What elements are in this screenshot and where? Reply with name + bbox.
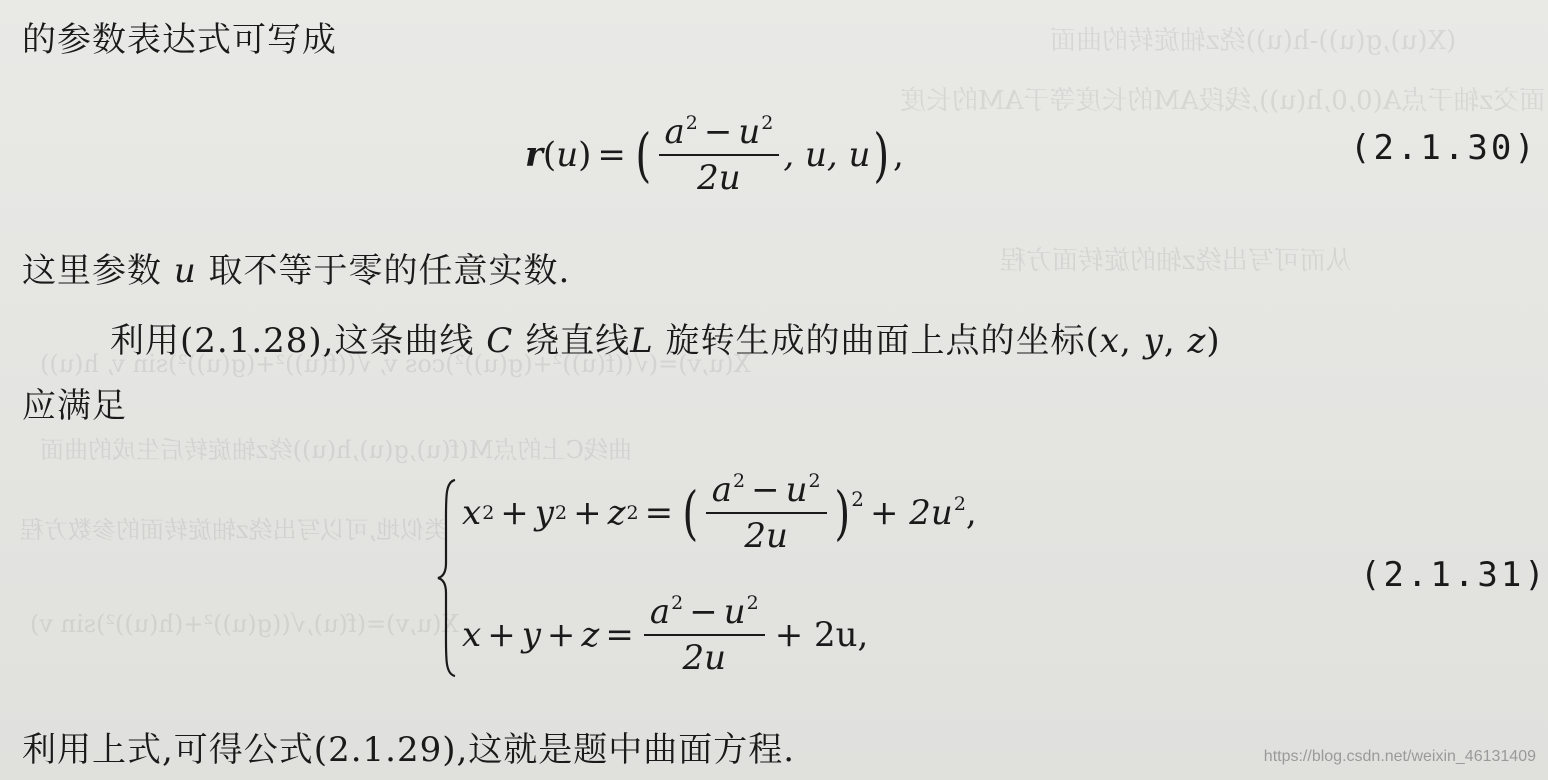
paragraph-text: 这里参数 [22,251,174,291]
watermark-url: https://blog.csdn.net/weixin_46131409 [1263,748,1536,765]
equation-number: (2.1.30) [1350,128,1538,168]
vector-r: r [525,135,543,175]
plus-sign: + [500,493,529,533]
plus-sign: + [546,615,576,655]
fraction-denominator: 2u [744,516,788,556]
variable-u: u [173,251,197,291]
fraction [659,112,780,198]
paragraph-text: 旋转生成的曲面上点的坐标( [653,321,1100,361]
trailing-comma: , [893,135,904,175]
paragraph-text: 利用上式,可得公式(2.1.29),这就是题中曲面方程. [22,730,796,770]
plus-sign: + [573,493,602,533]
paragraph-text: 的参数表达式可写成 [22,20,337,60]
right-paren: ) [834,479,850,547]
exponent: 2 [851,487,864,511]
variable-x: x [1099,321,1120,361]
bleed-through-text: X(u,v)=(√((f(u))²+(g(u))²)cos v, √((f(u))²+(g(u))²)sin v, h(u)) [40,350,751,378]
fraction-denominator: 2u [682,638,727,678]
separator: , [1119,321,1144,361]
bleed-through-text: 从而可写出绕z轴的旋转面方程 [1000,246,1352,276]
equals-sign: = [644,493,674,533]
fraction-numerator: $a^2 - u^2$ [644,592,765,636]
equation-2-1-31-row-1 [462,470,983,556]
exponent: 2 [482,502,495,524]
paragraph-text: 绕直线 [513,321,631,361]
variable-C: C [486,321,514,361]
tail-term: + $2u^2$, [870,493,977,533]
variable-y: y [534,493,554,533]
paragraph-text: 利用(2.1.28),这条曲线 [110,321,487,361]
argument: (u) [542,135,592,175]
text-line-1 [22,12,337,61]
variable-y: y [521,615,541,655]
bleed-through-text: 类似地,可以写出绕z轴旋转面的参数方程 [20,516,449,544]
text-line-5 [22,378,127,427]
bleed-through-text: (X(u),g(u))-h(u))绕z轴旋转的曲面 [1050,26,1457,56]
fraction-denominator: 2u [697,158,741,198]
components-tail: , u, u [783,135,871,175]
left-brace [437,478,457,678]
fraction-numerator: $a^2 - u^2$ [659,112,780,156]
close-paren: ) [1206,321,1221,361]
equals-sign: = [605,615,634,655]
left-paren: ( [635,121,652,189]
text-line-4 [110,313,1221,362]
variable-y: y [1143,321,1164,361]
fraction-numerator: $a^2 - u^2$ [706,470,827,514]
text-line-8 [22,722,795,771]
variable-z: z [1187,321,1207,361]
variable-z: z [607,493,626,533]
equation-2-1-30 [525,112,904,198]
fraction [706,470,827,556]
variable-L: L [630,321,654,361]
right-paren: ) [873,121,890,189]
equals-sign: = [597,135,626,175]
fraction [644,592,765,678]
equation-2-1-31-row-2 [462,592,874,678]
text-line-3 [22,243,570,292]
bleed-through-text: 曲线C上的点M(f(u),g(u),h(u))绕z轴旋转后生成的曲面 [40,436,632,464]
bleed-through-text: X(u,v)=(f(u),√((g(u))²+(h(u))²)sin v) [30,610,459,638]
tail-term: + 2u, [774,615,869,655]
equation-number: (2.1.31) [1360,555,1548,595]
variable-z: z [581,615,600,655]
exponent: 2 [626,502,639,524]
left-paren: ( [682,479,699,547]
paragraph-text: 应满足 [22,386,127,426]
variable-x: x [462,493,482,533]
paragraph-text: 取不等于零的任意实数. [196,251,571,291]
exponent: 2 [555,502,568,524]
bleed-through-text: 面交z轴于点A(0,0,h(u)),线段AM的长度等于AM的长度 [900,86,1546,116]
separator: , [1163,321,1188,361]
plus-sign: + [487,615,516,655]
variable-x: x [462,615,482,655]
